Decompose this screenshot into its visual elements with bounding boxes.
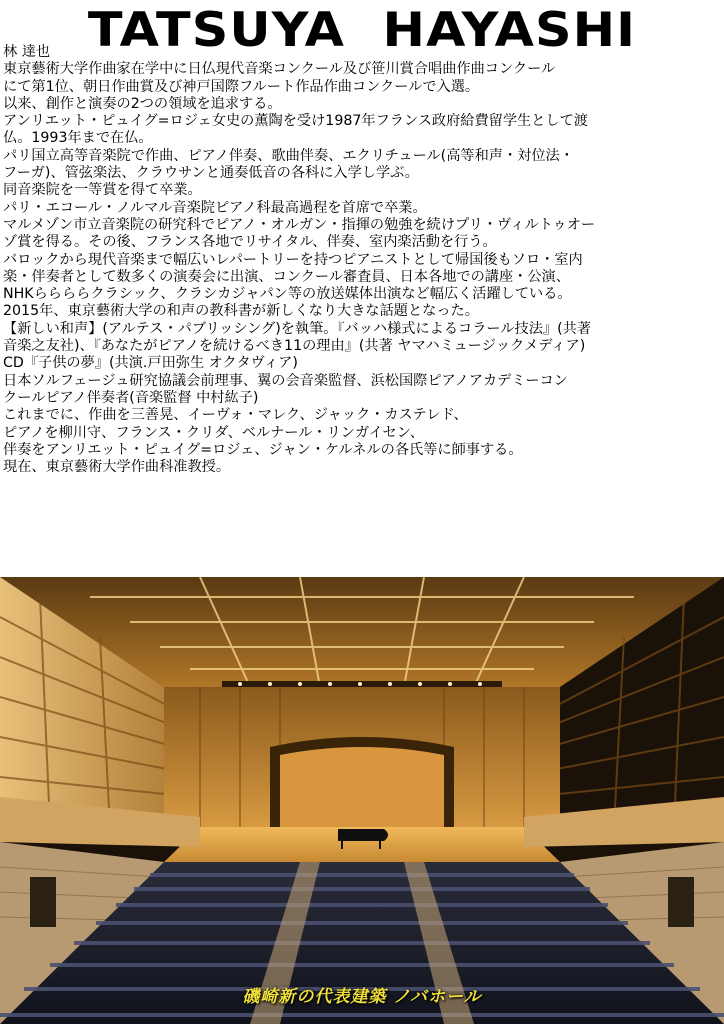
right-door [668, 877, 694, 927]
bio-line: ピアノを柳川守、フランス・クリダ、ベルナール・リンガイセン、 [3, 424, 424, 441]
bio-line: マルメゾン市立音楽院の研究科でピアノ・オルガン・指揮の勉強を続けプリ・ヴィルトゥオー [3, 216, 596, 233]
page-title: TATSUYA HAYASHI [87, 3, 637, 58]
bio-line: パリ・エコール・ノルマル音楽院ピアノ科最高過程を首席で卒業。 [3, 199, 427, 216]
bio-line: 伴奏をアンリエット・ピュイグ=ロジェ、ジャン・ケルネルの各氏等に師事する。 [3, 441, 523, 458]
bio-line: 音楽之友社)、『あなたがピアノを続けるべき11の理由』(共著 ヤマハミュージックメディア) [3, 338, 586, 355]
stage-backdrop [280, 747, 444, 827]
bio-line: 東京藝術大学作曲家在学中に日仏現代音楽コンクール及び笹川賞合唱曲作曲コンクール [3, 61, 556, 78]
bio-line: バロックから現代音楽まで幅広いレパートリーを持つピアニストとして帰国後もソロ・室内 [3, 251, 583, 268]
bio-line: これまでに、作曲を三善晃、イーヴォ・マレク、ジャック・カステレド、 [3, 407, 468, 424]
bio-line: NHKららららクラシック、クラシカジャパン等の放送媒体出演など幅広く活躍している。 [3, 286, 572, 303]
bio-line: 現在、東京藝術大学作曲科准教授。 [3, 459, 231, 476]
bio-line: 仏。1993年まで在仏。 [3, 130, 153, 147]
bio-line: ゾ賞を得る。その後、フランス各地でリサイタル、伴奏、室内楽活動を行う。 [3, 234, 497, 251]
photo-caption: 磯崎新の代表建築 ノバホール [242, 987, 482, 1007]
bio-line: クールピアノ伴奏者(音楽監督 中村紘子) [3, 389, 259, 406]
bio-line: 【新しい和声】(アルテス・パブリッシング)を執筆。『バッハ様式によるコラール技法』(共著 [3, 320, 592, 337]
bio-line: CD『子供の夢』(共演.戸田弥生 オクタヴィア) [3, 355, 298, 372]
bio-line: パリ国立高等音楽院で作曲、ピアノ伴奏、歌曲伴奏、エクリチュール(高等和声・対位法・ [3, 147, 574, 164]
bio-name: 林 達也 [3, 44, 51, 60]
bio-line: 日本ソルフェージュ研究協議会前理事、翼の会音楽監督、浜松国際ピアノアカデミーコン [3, 372, 568, 389]
concert-hall-illustration [0, 577, 724, 1024]
bio-line: アンリエット・ピュイグ=ロジェ女史の薫陶を受け1987年フランス政府給費留学生として渡 [3, 113, 588, 130]
bio-line: フーガ)、管弦楽法、クラウサンと通奏低音の各科に入学し学ぶ。 [3, 165, 419, 182]
concert-hall-photo [0, 577, 724, 1024]
bio-line: 2015年、東京藝術大学の和声の教科書が新しくなり大きな話題となった。 [3, 303, 479, 320]
biography-text [3, 44, 723, 476]
bio-line: 楽・伴奏者として数多くの演奏会に出演、コンクール審査員、日本各地での講座・公演、 [3, 268, 570, 285]
bio-line: 同音楽院を一等賞を得て卒業。 [3, 182, 202, 199]
bio-line: 以来、創作と演奏の2つの領域を追求する。 [3, 95, 282, 112]
bio-line: にて第1位、朝日作曲賞及び神戸国際フルート作品作曲コンクールで入選。 [3, 78, 480, 95]
left-door [30, 877, 56, 927]
